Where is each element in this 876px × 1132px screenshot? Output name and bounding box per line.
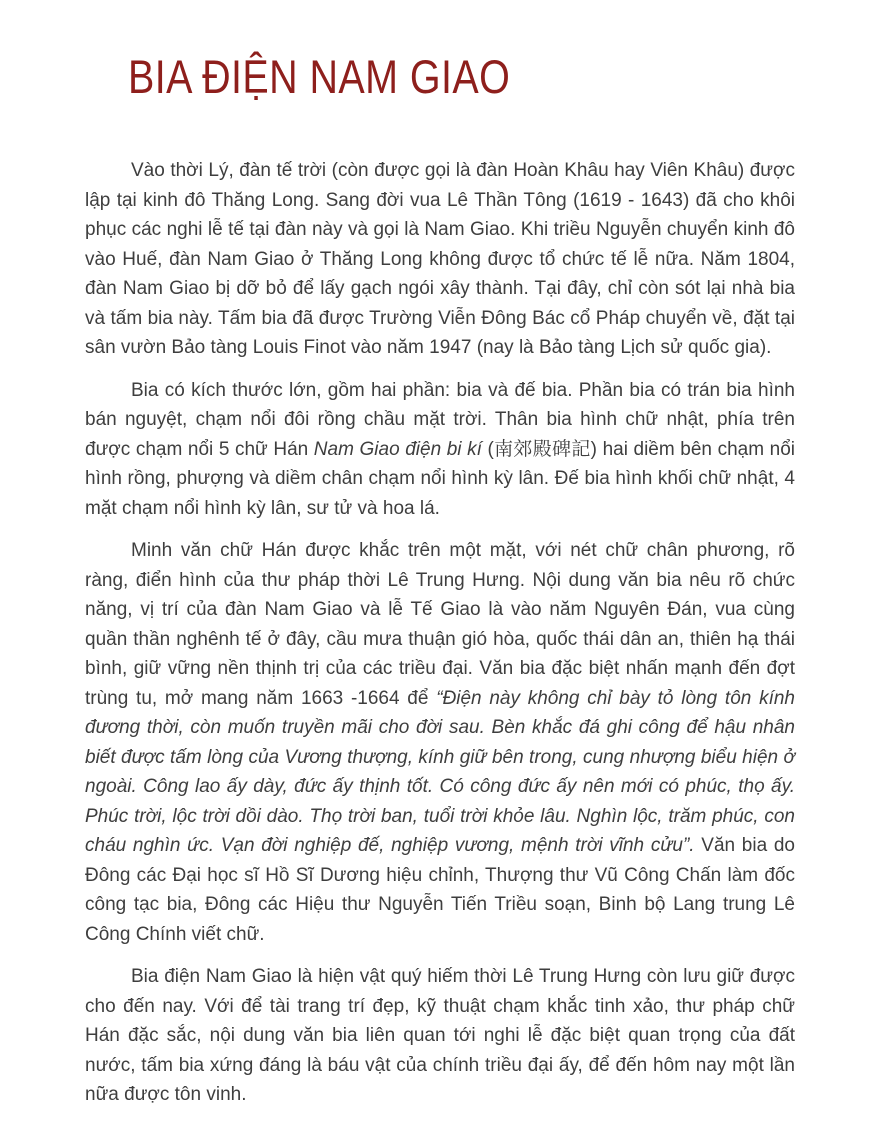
paragraph	[85, 376, 795, 524]
paragraph	[85, 962, 795, 1110]
text-segment: Minh văn chữ Hán được khắc trên một mặt, với nét chữ chân phương, rõ ràng, điển hình của thư pháp thời Lê Trung Hưng. Nội dung văn bia nêu rõ chức năng, vị trí của đàn Nam Giao và lễ Tế Giao là vào năm Nguyên Đán, vua cùng quần thần nghênh tế ở đây, cầu mưa thuận gió hòa, quốc thái dân an, thiên hạ thái bình, giữ vững nền thịnh trị của các triều đại. Văn bia đặc biệt nhấn mạnh đến đợt trùng tu, mở mang năm 1663 -1664 để	[85, 540, 795, 709]
text-segment: Bia có kích thước lớn, gồm hai phần: bia và đế bia. Phần bia có trán bia hình bán nguyệt, chạm nổi đôi rồng chầu mặt trời. Thân bia hình chữ nhật, phía trên được chạm nổi 5 chữ Hán	[85, 379, 795, 460]
paragraph	[85, 156, 795, 363]
text-segment: “Điện này không chỉ bày tỏ lòng tôn kính đương thời, còn muốn truyền mãi cho đời sau. Bèn khắc đá ghi công để hậu nhân biết được tấm lòng của Vương thượng, kính giữ bên trong, cung nhượng biểu hiện ở ngoài. Công lao ấy dày, đức ấy thịnh tốt. Có công đức ấy nên mới có phúc, thọ ấy. Phúc trời, lộc trời dồi dào. Thọ trời ban, tuổi trời khỏe lâu. Nghìn lộc, trăm phúc, con cháu nghìn ức. Vạn đời nghiệp đế, nghiệp vương, mệnh trời vĩnh cửu”.	[85, 687, 795, 857]
text-segment: Văn bia do Đông các Đại học sĩ Hồ Sĩ Dương hiệu chỉnh, Thượng thư Vũ Công Chấn làm đốc công tạc bia, Đông các Hiệu thư Nguyễn Tiến Triều soạn, Binh bộ Lang trung Lê Công Chính viết chữ.	[85, 835, 795, 945]
text-segment: (南郊殿碑記) hai diềm bên chạm nổi hình rồng, phượng và diềm chân chạm nổi hình kỳ lân. Đế bia hình khối chữ nhật, 4 mặt chạm nổi hình kỳ lân, sư tử và hoa lá.	[85, 438, 795, 519]
paragraph	[85, 536, 795, 949]
article-body	[85, 156, 795, 1110]
text-segment: Nam Giao điện bi kí	[313, 438, 482, 460]
page-title: BIA ĐIỆN NAM GIAO	[128, 50, 511, 103]
text-segment: Bia điện Nam Giao là hiện vật quý hiếm thời Lê Trung Hưng còn lưu giữ được cho đến nay. Với để tài trang trí đẹp, kỹ thuật chạm khắc tinh xảo, thư pháp chữ Hán đặc sắc, nội dung văn bia liên quan tới nghi lễ đặc biệt quan trọng của đất nước, tấm bia xứng đáng là báu vật của chính triều đại ấy, để đến hôm nay một lần nữa được tôn vinh.	[85, 966, 795, 1106]
text-segment: Vào thời Lý, đàn tế trời (còn được gọi là đàn Hoàn Khâu hay Viên Khâu) được lập tại kinh đô Thăng Long. Sang đời vua Lê Thần Tông (1619 - 1643) đã cho khôi phục các nghi lễ tế tại đàn này và gọi là Nam Giao. Khi triều Nguyễn chuyển kinh đô vào Huế, đàn Nam Giao ở Thăng Long không được tổ chức tế lễ nữa. Năm 1804, đàn Nam Giao bị dỡ bỏ để lấy gạch ngói xây thành. Tại đây, chỉ còn sót lại nhà bia và tấm bia này. Tấm bia đã được Trường Viễn Đông Bác cổ Pháp chuyển về, đặt tại sân vườn Bảo tàng Louis Finot vào năm 1947 (nay là Bảo tàng Lịch sử quốc gia).	[85, 160, 795, 359]
